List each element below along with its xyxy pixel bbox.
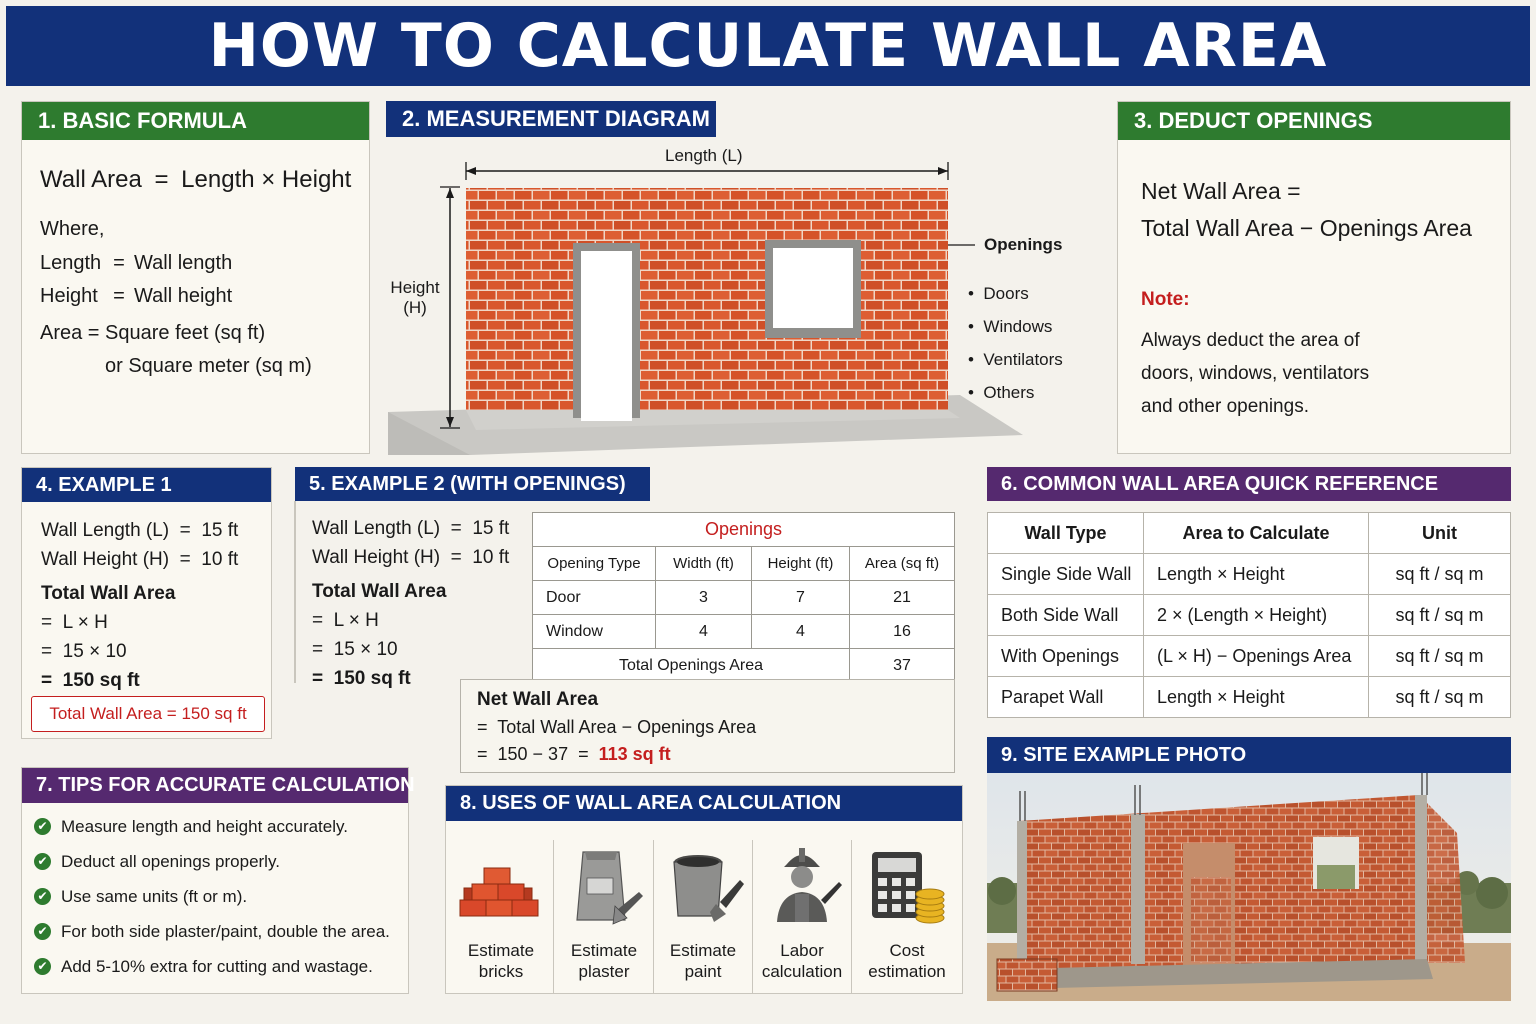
net-wall-area-line1: = Total Wall Area − Openings Area bbox=[477, 717, 757, 737]
deduct-formula-line1: Net Wall Area = bbox=[1141, 178, 1301, 204]
table-row bbox=[988, 677, 1511, 718]
check-icon: ✔ bbox=[34, 888, 51, 905]
formula-area-units-2: or Square meter (sq m) bbox=[105, 355, 312, 377]
table-cell: sq ft / sq m bbox=[1369, 595, 1511, 636]
openings-item-text: Windows bbox=[983, 317, 1053, 336]
tip-item bbox=[34, 949, 390, 984]
table-row bbox=[533, 615, 955, 649]
deduct-openings-panel bbox=[1117, 101, 1511, 454]
example1-total-label: Total Wall Area bbox=[41, 583, 176, 604]
formula-main bbox=[40, 166, 351, 194]
openings-col-header: Width (ft) bbox=[656, 547, 752, 581]
tips-panel bbox=[21, 767, 415, 994]
note-line: doors, windows, ventilators bbox=[1141, 363, 1370, 384]
calculator-coins-icon bbox=[854, 840, 960, 930]
formula-def-length bbox=[40, 252, 232, 275]
net-calc: = 150 − 37 = bbox=[477, 744, 589, 764]
table-cell: Door bbox=[533, 581, 656, 615]
check-icon: ✔ bbox=[34, 818, 51, 835]
use-label-2: estimation bbox=[868, 962, 946, 981]
use-label bbox=[654, 940, 752, 982]
example1-result-box: Total Wall Area = 150 sq ft bbox=[31, 696, 265, 732]
use-label-1: Estimate bbox=[467, 941, 535, 960]
example2-length: Wall Length (L) = 15 ft bbox=[312, 518, 510, 539]
height-label-line2: (H) bbox=[403, 298, 427, 317]
plaster-bag-icon bbox=[555, 840, 653, 930]
site-photo-header: 9. SITE EXAMPLE PHOTO bbox=[987, 737, 1511, 773]
openings-item: • Windows bbox=[968, 317, 1053, 336]
def-text: Wall length bbox=[134, 252, 233, 274]
example1-body bbox=[41, 516, 238, 695]
example1-step: = L × H bbox=[41, 612, 108, 633]
quick-reference-header-row bbox=[988, 513, 1511, 554]
use-label-1: Labor bbox=[780, 941, 824, 960]
def-text: Wall height bbox=[134, 285, 233, 307]
tips-list bbox=[34, 809, 390, 984]
deduct-formula-line2: Total Wall Area − Openings Area bbox=[1141, 215, 1472, 241]
use-label-2: bricks bbox=[478, 962, 524, 981]
tip-text: Add 5-10% extra for cutting and wastage. bbox=[61, 956, 373, 976]
example2-step: = 15 × 10 bbox=[312, 639, 398, 660]
openings-item: • Ventilators bbox=[968, 350, 1063, 369]
brick-wall bbox=[466, 188, 948, 410]
net-wall-area-line2 bbox=[477, 744, 671, 765]
table-row bbox=[988, 636, 1511, 677]
uses-panel bbox=[445, 785, 963, 994]
def-eq: = bbox=[113, 252, 125, 274]
use-label-1: Cost bbox=[889, 941, 925, 960]
table-row bbox=[988, 554, 1511, 595]
ref-col-header: Unit bbox=[1369, 513, 1511, 554]
worker-icon bbox=[753, 840, 851, 930]
tip-item bbox=[34, 879, 390, 914]
tip-text: Measure length and height accurately. bbox=[61, 816, 348, 836]
table-cell: 2 × (Length × Height) bbox=[1144, 595, 1369, 636]
formula-main-eq: = bbox=[154, 166, 169, 193]
openings-item: • Others bbox=[968, 383, 1035, 402]
window-opening bbox=[773, 248, 853, 328]
use-label-2: paint bbox=[684, 962, 722, 981]
example2-result: = 150 sq ft bbox=[312, 668, 411, 689]
net-wall-area-label: Net Wall Area bbox=[477, 689, 599, 710]
use-estimate-plaster bbox=[555, 840, 653, 994]
formula-def-height bbox=[40, 285, 232, 308]
note-line: and other openings. bbox=[1141, 396, 1309, 417]
table-cell: 16 bbox=[850, 615, 955, 649]
check-icon: ✔ bbox=[34, 958, 51, 975]
table-cell: 4 bbox=[656, 615, 752, 649]
length-label: Length (L) bbox=[665, 146, 743, 165]
use-estimate-paint bbox=[654, 840, 752, 994]
table-cell: 3 bbox=[656, 581, 752, 615]
use-cost-estimation bbox=[854, 840, 960, 994]
def-term: Height bbox=[40, 285, 98, 307]
openings-table-title: Openings bbox=[533, 513, 955, 547]
tips-header: 7. TIPS FOR ACCURATE CALCULATION bbox=[22, 768, 408, 803]
bricks-icon bbox=[452, 840, 550, 930]
deduct-note-label: Note: bbox=[1141, 289, 1190, 310]
openings-list bbox=[968, 277, 1063, 409]
door-opening bbox=[581, 251, 632, 421]
formula-where: Where, bbox=[40, 218, 105, 240]
use-label-2: calculation bbox=[761, 962, 843, 981]
basic-formula-header: 1. BASIC FORMULA bbox=[22, 102, 369, 140]
formula-main-right: Length × Height bbox=[181, 166, 352, 193]
formula-area-units-1: Area = Square feet (sq ft) bbox=[40, 322, 266, 344]
use-label bbox=[555, 940, 653, 982]
tip-item bbox=[34, 914, 390, 949]
use-label bbox=[452, 940, 550, 982]
basic-formula-panel bbox=[21, 101, 370, 454]
table-cell: 21 bbox=[850, 581, 955, 615]
table-cell: Both Side Wall bbox=[988, 595, 1144, 636]
def-term: Length bbox=[40, 252, 102, 274]
example1-panel bbox=[21, 467, 272, 739]
openings-table-header bbox=[533, 547, 955, 581]
height-label bbox=[388, 278, 442, 318]
openings-label: Openings bbox=[984, 235, 1063, 254]
check-icon: ✔ bbox=[34, 923, 51, 940]
table-cell: sq ft / sq m bbox=[1369, 636, 1511, 677]
use-estimate-bricks bbox=[452, 840, 550, 994]
use-label bbox=[854, 940, 960, 982]
net-result: 113 sq ft bbox=[598, 744, 671, 764]
use-label bbox=[753, 940, 851, 982]
tip-text: For both side plaster/paint, double the area. bbox=[61, 921, 390, 941]
tip-text: Use same units (ft or m). bbox=[61, 886, 248, 906]
example2-header: 5. EXAMPLE 2 (WITH OPENINGS) bbox=[295, 467, 650, 501]
example1-result: = 150 sq ft bbox=[41, 670, 140, 691]
table-cell: (L × H) − Openings Area bbox=[1144, 636, 1369, 677]
measurement-diagram-header: 2. MEASUREMENT DIAGRAM bbox=[386, 101, 716, 137]
tip-item bbox=[34, 809, 390, 844]
deduct-openings-header: 3. DEDUCT OPENINGS bbox=[1118, 102, 1510, 140]
example2-total-label: Total Wall Area bbox=[312, 581, 447, 602]
use-label-2: plaster bbox=[578, 962, 630, 981]
quick-reference-header: 6. COMMON WALL AREA QUICK REFERENCE bbox=[987, 467, 1511, 501]
example2-step: = L × H bbox=[312, 610, 379, 631]
page-title: HOW TO CALCULATE WALL AREA bbox=[6, 6, 1530, 86]
example2-body bbox=[312, 514, 509, 693]
height-label-line1: Height bbox=[390, 278, 440, 297]
example1-header: 4. EXAMPLE 1 bbox=[22, 468, 271, 502]
tip-item bbox=[34, 844, 390, 879]
example2-height: Wall Height (H) = 10 ft bbox=[312, 547, 510, 568]
tip-text: Deduct all openings properly. bbox=[61, 851, 280, 871]
example1-length: Wall Length (L) = 15 ft bbox=[41, 520, 239, 541]
openings-item-text: Ventilators bbox=[983, 350, 1063, 369]
ref-col-header: Wall Type bbox=[988, 513, 1144, 554]
def-eq: = bbox=[113, 285, 125, 307]
table-row-total bbox=[533, 649, 955, 683]
openings-table bbox=[532, 512, 955, 683]
example1-height: Wall Height (H) = 10 ft bbox=[41, 549, 239, 570]
note-line: Always deduct the area of bbox=[1141, 330, 1360, 351]
openings-col-header: Height (ft) bbox=[752, 547, 850, 581]
openings-item-text: Others bbox=[983, 383, 1035, 402]
table-cell: Single Side Wall bbox=[988, 554, 1144, 595]
uses-header: 8. USES OF WALL AREA CALCULATION bbox=[446, 786, 962, 821]
ref-col-header: Area to Calculate bbox=[1144, 513, 1369, 554]
use-label-1: Estimate bbox=[570, 941, 638, 960]
openings-item: • Doors bbox=[968, 284, 1029, 303]
table-row bbox=[988, 595, 1511, 636]
site-example-photo bbox=[987, 773, 1511, 1001]
table-cell: With Openings bbox=[988, 636, 1144, 677]
table-cell: 7 bbox=[752, 581, 850, 615]
net-wall-area-box bbox=[460, 679, 955, 773]
table-cell: sq ft / sq m bbox=[1369, 554, 1511, 595]
openings-col-header: Area (sq ft) bbox=[850, 547, 955, 581]
example1-step: = 15 × 10 bbox=[41, 641, 127, 662]
quick-reference-table bbox=[987, 512, 1511, 718]
table-row bbox=[533, 581, 955, 615]
use-label-1: Estimate bbox=[669, 941, 737, 960]
formula-main-left: Wall Area bbox=[40, 166, 142, 193]
use-labor-calculation bbox=[753, 840, 851, 994]
openings-item-text: Doors bbox=[983, 284, 1029, 303]
table-cell: 4 bbox=[752, 615, 850, 649]
table-cell: Length × Height bbox=[1144, 554, 1369, 595]
table-cell: sq ft / sq m bbox=[1369, 677, 1511, 718]
deduct-note-text bbox=[1141, 324, 1369, 423]
openings-col-header: Opening Type bbox=[533, 547, 656, 581]
paint-bucket-icon bbox=[654, 840, 752, 930]
total-openings-label: Total Openings Area bbox=[533, 649, 850, 683]
table-cell: Window bbox=[533, 615, 656, 649]
openings-table-wrap bbox=[532, 512, 955, 683]
total-openings-value: 37 bbox=[850, 649, 955, 683]
table-cell: Length × Height bbox=[1144, 677, 1369, 718]
table-cell: Parapet Wall bbox=[988, 677, 1144, 718]
check-icon: ✔ bbox=[34, 853, 51, 870]
